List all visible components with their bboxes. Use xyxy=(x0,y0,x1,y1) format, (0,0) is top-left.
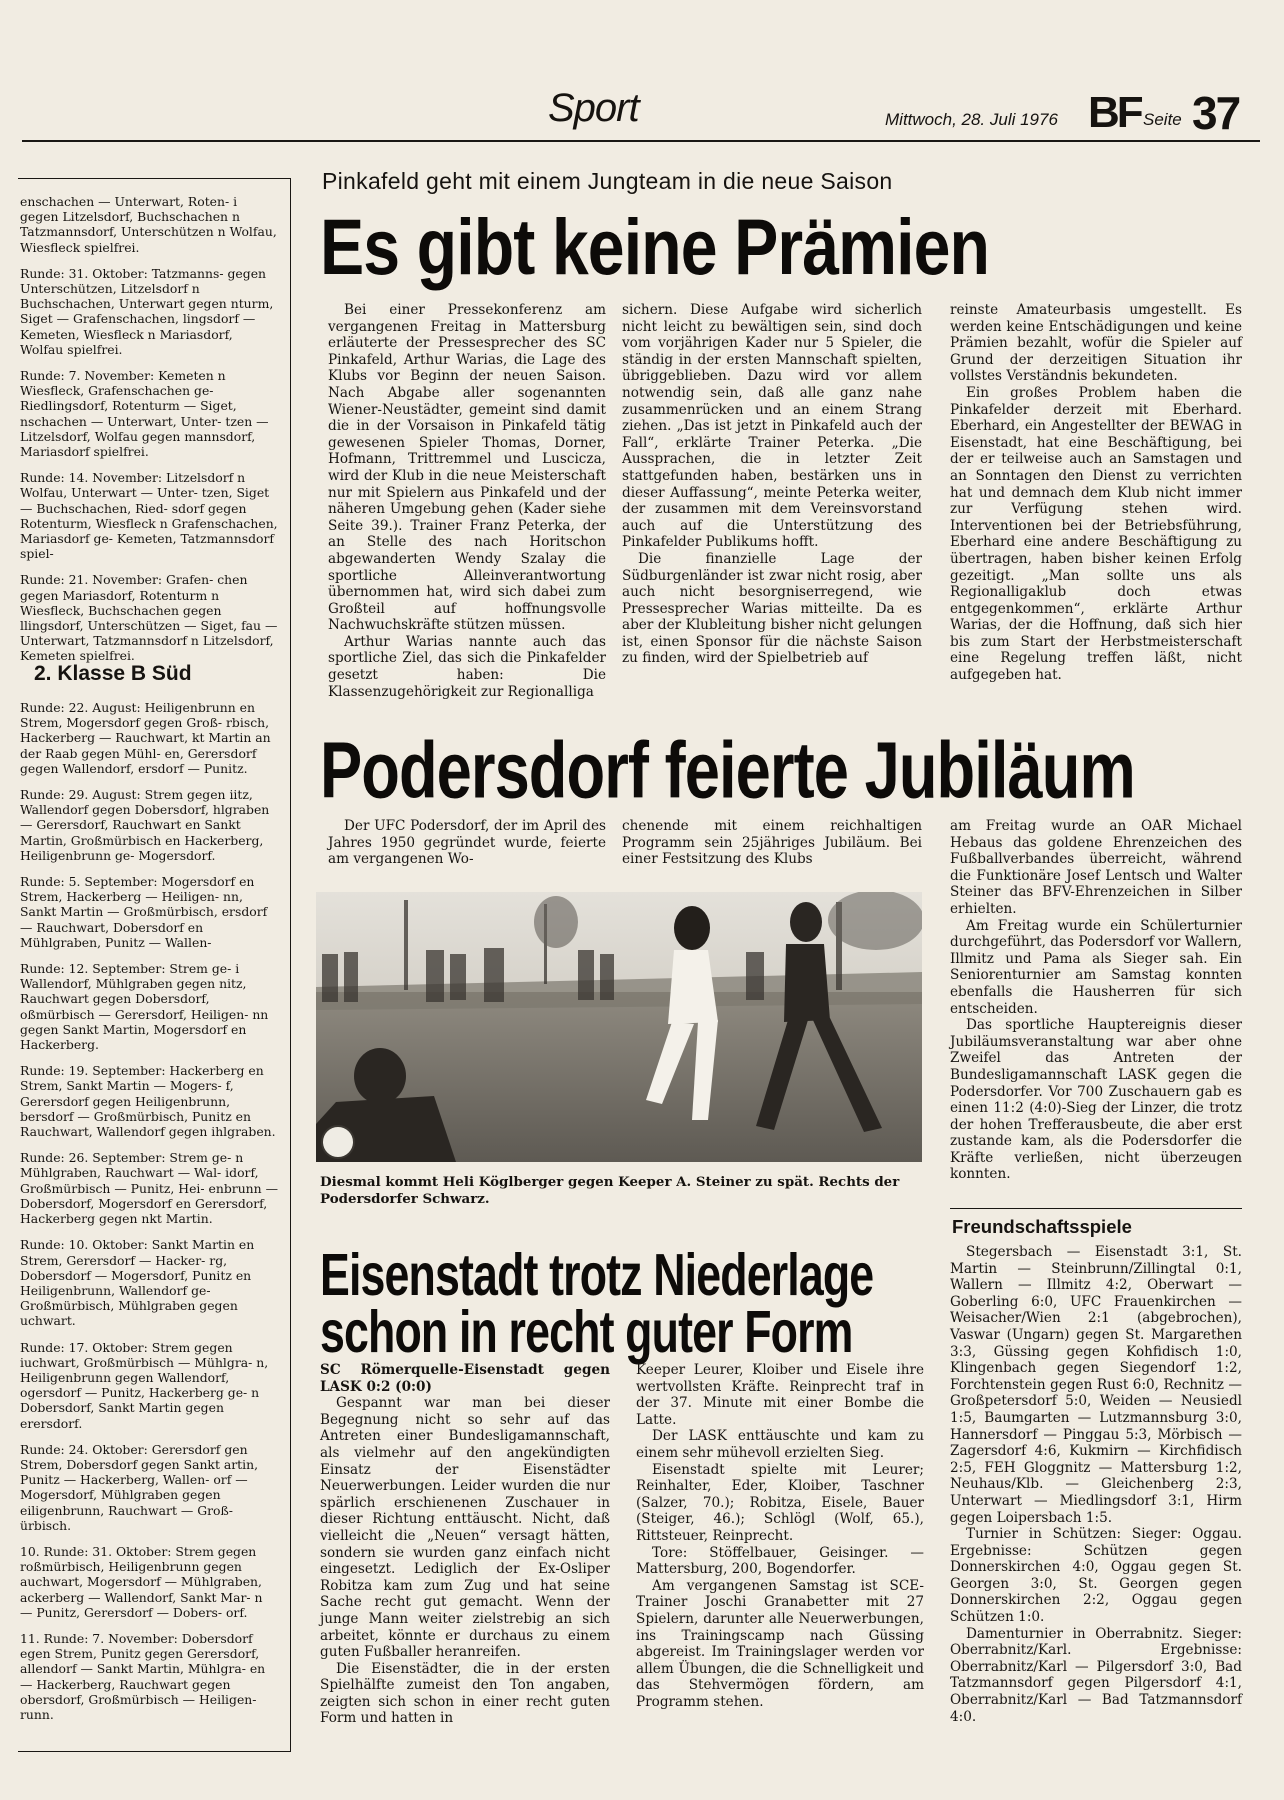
photo-caption: Diesmal kommt Heli Köglberger gegen Keeper A. Steiner zu spät. Rechts der Podersdorfer Schwarz. xyxy=(320,1174,900,1207)
article2-paragraph: chenende mit einem reichhaltigen Programm sein 25jähriges Jubiläum. Bei einer Festsitzung des Klubs xyxy=(622,818,922,868)
match-photo-image xyxy=(316,892,922,1162)
masthead-page-number: 37 xyxy=(1192,87,1240,139)
fixture-paragraph: Runde: 17. Oktober: Strem gegen iuchwart, Großmürbisch — Mühlgra- n, Heiligenbrunn gegen Wallendorf, ogersdorf — Punitz, Hackerberg ge- n Dobersdorf, Sankt Martin gegen erersdorf. xyxy=(20,1339,269,1431)
friendly-paragraph: Stegersbach — Eisenstadt 3:1, St. Martin — Steinbrunn/Zillingtal 0:1, Wallern — Illmitz 4:2, Oberwart — Goberling 6:0, UFC Frauenkirchen — Weisacher/Wien 2:1 (abgebrochen), Vaswar (Ungarn) gegen St. Margarethen 3:3, Güssing gegen Kohfidisch 1:0, Klingenbach gegen Siegendorf 1:2, Forchtenstein gegen Rust 6:0, Rechnitz — Großpetersdorf 5:0, Weiden — Neusiedl 1:5, Baumgarten — Lutzmannsburg 3:0, Hannersdorf — Pinggau 5:3, Mörbisch — Zagersdorf 4:6, Kukmirn — Kirchfidisch 2:5, FEH Gloggnitz — Mattersburg 1:2, Neuhaus/Klb. — Gleichenberg 2:3, Unterwart — Miedlingsdorf 3:1, Hirm gegen Loipersbach 1:5. xyxy=(950,1244,1242,1526)
masthead-rule xyxy=(22,140,1260,142)
fixture-paragraph: Runde: 12. September: Strem ge- i Wallendorf, Mühlgraben gegen nitz, Rauchwart gegen Dobersdorf, oßmürbisch — Gerersdorf, Heiligen- nn gegen Sankt Martin, Mogersdorf en Hackerberg. xyxy=(20,961,269,1053)
fixture-paragraph: Runde: 21. November: Grafen- chen gegen Mariasdorf, Rotenturm n Wiesfleck, Buchschachen gegen llingsdorf, Unterschützen — Siget, fau — Unterwart, Tatzmannsdorf n Litzelsdorf, Kemeten spielfrei. xyxy=(20,572,278,664)
fixture-paragraph: Runde: 29. August: Strem gegen iitz, Wallendorf gegen Dobersdorf, hlgraben — Gerersdorf, Rauchwart en Sankt Martin, Großmürbisch en Hackerberg, Heiligenbrunn ge- Mogersdorf. xyxy=(20,787,270,863)
article2-col1 xyxy=(328,818,606,868)
article1-paragraph: Die finanzielle Lage der Südburgenländer ist zwar nicht rosig, aber auch nicht besorgniserregend, wie Pressesprecher Warias mitteilte. Da es aber der Klubleitung bisher nicht gelungen ist, einen Sponsor für die nächste Saison zu finden, wird der Spielbetrieb auf xyxy=(622,550,922,667)
article3-paragraph: Eisenstadt spielte mit Leurer; Reinhalter, Eder, Kloiber, Taschner (Salzer, 70.); Robitza, Eisele, Bauer (Steiger, 46.); Schlögl (Wolf, 65.), Rittsteuer, Reinprecht. xyxy=(636,1461,924,1544)
article3-paragraph: Der LASK enttäuschte und kam zu einem sehr mühevoll erzielten Sieg. xyxy=(636,1428,924,1461)
article3-headline-line1: Eisenstadt trotz Niederlage xyxy=(320,1242,874,1309)
article3-score-line: SC Römerquelle-Eisenstadt gegen LASK 0:2 (0:0) xyxy=(320,1362,610,1395)
article1-paragraph: Arthur Warias nannte auch das sportliche Ziel, das sich die Pinkafelder gesetzt haben: Die Klassenzugehörigkeit zur Regionalliga xyxy=(328,633,606,700)
fixture-paragraph: Runde: 26. September: Strem ge- n Mühlgraben, Rauchwart — Wal- idorf, Großmürbisch — Punitz, Hei- enbrunn — Dobersdorf, Mogersdorf en Gerersdorf, Hackerberg gegen nkt Martin. xyxy=(20,1150,278,1227)
article2-paragraph: am Freitag wurde an OAR Michael Hebaus das goldene Ehrenzeichen des Fußballverbandes überreicht, während die Funktionäre Josef Lentsch und Walter Steiner das BFV-Ehrenzeichen in Silber erhielten. xyxy=(950,818,1242,917)
fixture-paragraph: 11. Runde: 7. November: Dobersdorf egen Strem, Punitz gegen Gerersdorf, allendorf — Sankt Martin, Mühlgra- en — Hackerberg, Rauchwart gegen obersdorf, Großmürbisch — Heiligen- runn. xyxy=(20,1630,266,1722)
fixture-paragraph: Runde: 10. Oktober: Sankt Martin en Strem, Gerersdorf — Hacker- rg, Dobersdorf — Mogersdorf, Punitz en Heiligenbrunn, Wallendorf ge- Großmürbisch, Mühlgraben gegen uchwart. xyxy=(20,1237,255,1329)
article2-paragraph: Am Freitag wurde ein Schülerturnier durchgeführt, das Podersdorf vor Wallern, Illmitz und Pama als Sieger sah. Ein Seniorenturnier am Samstag konnten ebenfalls die Hausherren für sich entscheiden. xyxy=(950,917,1242,1017)
article1-headline: Es gibt keine Prämien xyxy=(320,203,990,292)
friendly-paragraph: Turnier in Schützen: Sieger: Oggau. Ergebnisse: Schützen gegen Donnerskirchen 4:0, Oggau gegen St. Georgen 3:0, St. Georgen gegen Donnerskirchen 2:2, Oggau gegen Schützen 1:0. xyxy=(950,1526,1242,1626)
article1-col2 xyxy=(622,302,922,667)
article1-col1 xyxy=(328,302,606,700)
league-title: 2. Klasse B Süd xyxy=(34,662,192,685)
article3-paragraph: Keeper Leurer, Kloiber und Eisele ihre wertvollsten Kräfte. Reinprecht traf in der 37. Minute mit einer Bombe die Latte. xyxy=(636,1362,924,1428)
article3-paragraph: Gespannt war man bei dieser Begegnung nicht so sehr auf das Antreten einer Bundesligamannschaft, als vielmehr auf den angekündigten Einsatz der Eisenstädter Neuerwerbungen. Leider wurden die nur spärlich erschienenen Zuschauer in dieser Richtung enttäuscht. Nicht, daß vielleicht die „Neuen“ versagt hätten, sondern sie wurden ganz einfach nicht eingesetzt. Lediglich der Ex-Osliper Robitza kam zum Zug und hat seine Sache recht gut gemacht. Wenn der junge Mann weiter zielstrebig an sich arbeitet, könnte er durchaus zu einem guten Fußballer heranreifen. xyxy=(320,1395,610,1661)
article1-paragraph: Ein großes Problem haben die Pinkafelder derzeit mit Eberhard. Eberhard, ein Angestellter der BEWAG in Eisenstadt, hat eine Beschäftigung, bei der er teilweise auch an Samstagen und an Sonntagen den Dienst zu verrichten hat und demnach dem Klub nicht immer zur Verfügung stehen wird. Interventionen bei der Betriebsführung, Eberhard eine andere Beschäftigung zu übertragen, haben bisher keinen Erfolg gezeitigt. „Man sollte uns als Regionalligaklub doch etwas entgegenkommen“, erklärte Arthur Warias, der die Hoffnung, daß sich hier bis zum Start der Herbstmeisterschaft eine Regelung treffen läßt, nicht aufgegeben hat. xyxy=(950,384,1242,684)
fixture-paragraph: enschachen — Unterwart, Roten- i gegen Litzelsdorf, Buchschachen n Tatzmannsdorf, Unterschützen n Wolfau, Wiesfleck spielfrei. xyxy=(20,194,277,255)
masthead-date: Mittwoch, 28. Juli 1976 xyxy=(885,110,1058,129)
article2-headline: Podersdorf feierte Jubiläum xyxy=(320,725,1135,815)
fixture-paragraph: Runde: 14. November: Litzelsdorf n Wolfau, Unterwart — Unter- tzen, Siget — Buchschachen, Ried- sdorf gegen Rotenturm, Wiesfleck n Grafenschachen, Mariasdorf ge- Kemeten, Tatzmannsdorf spiel- xyxy=(20,470,278,562)
masthead-page-label: Seite xyxy=(1143,110,1182,129)
friendly-results xyxy=(950,1244,1242,1725)
article3-paragraph: Tore: Stöffelbauer, Geisinger. — Mattersburg, 200, Bogendorfer. xyxy=(636,1544,924,1578)
fixture-paragraph: Runde: 7. November: Kemeten n Wiesfleck, Grafenschachen ge- Riedlingsdorf, Rotenturm — Siget, nschachen — Unterwart, Unter- tzen — Litzelsdorf, Wolfau gegen mannsdorf, Mariasdorf spielfrei. xyxy=(20,368,269,460)
article3-col2 xyxy=(636,1362,924,1710)
article1-paragraph: Bei einer Pressekonferenz am vergangenen Freitag in Mattersburg erläuterte der Pressesprecher des SC Pinkafeld, Arthur Warias, die Lage des Klubs vor Beginn der neuen Saison. Nach Abgabe aller sogenannten Wiener-Neustädter, gemeint sind damit die in der Vorsaison in Pinkafeld tätig gewesenen Spieler Thomas, Dorner, Hofmann, Trittremmel und Luscicza, wird der Klub in die neue Meisterschaft nur mit Spielern aus Pinkafeld und der näheren Umgebung gehen (Kader siehe Seite 39.). Trainer Franz Peterka, der an Stelle des nach Horitschon abgewanderten Wendy Szalay die sportliche Alleinverantwortung übernommen hat, wird sich dabei zum Großteil auf hoffnungsvolle Nachwuchskräfte stützen müssen. xyxy=(328,302,606,634)
article2-paragraph: Das sportliche Hauptereignis dieser Jubiläumsveranstaltung war aber ohne Zweifel das Antreten der Bundesligamannschaft LASK gegen die Podersdorfer. Vor 700 Zuschauern gab es einen 11:2 (4:0)-Sieg der Linzer, die trotz der hohen Trefferausbeute, die aber erst zustande kam, als die Podersdorfer die Kräfte verließen, nicht überzeugen konnten. xyxy=(950,1017,1242,1183)
sidebar-fixtures-top xyxy=(20,194,278,675)
article1-paragraph: sichern. Diese Aufgabe wird sicherlich nicht leicht zu bewältigen sein, sind doch vom vorjährigen Kader nur 5 Spieler, die ständig in der ersten Mannschaft spielten, übriggeblieben. Dazu wird vor allem notwendig sein, daß alle ganz nahe zusammenrücken und an einem Strang ziehen. „Das ist jetzt in Pinkafeld auch der Fall“, erklärte Trainer Peterka. „Die Aussprachen, die in letzter Zeit stattgefunden haben, bestärken uns in dieser Auffassung“, meinte Peterka weiter, der zusammen mit dem Vereinsvorstand auch auf die Unterstützung des Pinkafelder Publikums hofft. xyxy=(622,302,922,551)
article3-headline-line2: schon in recht guter Form xyxy=(320,1299,853,1366)
match-photo xyxy=(316,892,922,1162)
fixture-paragraph: Runde: 24. Oktober: Gerersdorf gen Strem, Dobersdorf gegen Sankt artin, Punitz — Hackerberg, Wallen- orf — Mogersdorf, Mühlgraben gegen eiligenbrunn, Rauchwart — Groß- ürbisch. xyxy=(20,1441,259,1533)
article3-paragraph: Am vergangenen Samstag ist SCE-Trainer Joschi Granabetter mit 27 Spielern, darunter alle Neuerwerbungen, ins Trainingscamp nach Güssing abgereist. Im Trainingslager werden vor allem Übungen, die die Schnelligkeit und das Stehvermögen fördern, am Programm stehen. xyxy=(636,1577,924,1710)
sidebar-fixtures-bottom xyxy=(20,700,278,1733)
fixture-paragraph: Runde: 22. August: Heiligenbrunn en Strem, Mogersdorf gegen Groß- rbisch, Hackerberg — Rauchwart, kt Martin an der Raab gegen Mühl- en, Gerersdorf gegen Wallendorf, ersdorf — Punitz. xyxy=(20,700,271,776)
article1-col3 xyxy=(950,302,1242,684)
friendly-title: Freundschaftsspiele xyxy=(952,1216,1132,1237)
article3-col1 xyxy=(320,1362,610,1727)
fixture-paragraph: Runde: 5. September: Mogersdorf en Strem, Hackerberg — Heiligen- nn, Sankt Martin — Großmürbisch, ersdorf — Rauchwart, Dobersdorf en Mühlgraben, Punitz — Wallen- xyxy=(20,874,268,950)
article2-col3 xyxy=(950,818,1242,1183)
friendly-paragraph: Damenturnier in Oberrabnitz. Sieger: Oberrabnitz/Karl. Ergebnisse: Oberrabnitz/Karl — Pilgersdorf 3:0, Bad Tatzmannsdorf gegen Pilgersdorf 4:1, Oberrabnitz/Karl — Bad Tatzmannsdorf 4:0. xyxy=(950,1625,1242,1725)
fixture-paragraph: Runde: 31. Oktober: Tatzmanns- gegen Unterschützen, Litzelsdorf n Buchschachen, Unterwart gegen nturm, Siget — Grafenschachen, lingsdorf — Kemeten, Wiesfleck n Mariasdorf, Wolfau spielfrei. xyxy=(20,265,274,357)
article1-kicker: Pinkafeld geht mit einem Jungteam in die neue Saison xyxy=(322,168,893,194)
article2-col2 xyxy=(622,818,922,868)
masthead-section: Sport xyxy=(548,86,639,130)
article1-paragraph: reinste Amateurbasis umgestellt. Es werden keine Entschädigungen und keine Prämien bezahlt, wofür die Spieler auf Grund der derzeitigen Situation ihr vollstes Verständnis bekundeten. xyxy=(950,302,1242,385)
friendly-rule xyxy=(950,1208,1242,1209)
fixture-paragraph: 10. Runde: 31. Oktober: Strem gegen roßmürbisch, Heiligenbrunn gegen auchwart, Mogersdorf — Mühlgraben, ackerberg — Wallendorf, Sankt Mar- n — Punitz, Gerersdorf — Dobers- orf. xyxy=(20,1543,263,1620)
article3-paragraph: Die Eisenstädter, die in der ersten Spielhälfte zumeist den Ton angaben, zeigten sich schon in einer recht guten Form und hatten in xyxy=(320,1660,610,1727)
fixture-paragraph: Runde: 19. September: Hackerberg en Strem, Sankt Martin — Mogers- f, Gerersdorf gegen Heiligenbrunn, bersdorf — Großmürbisch, Punitz en Rauchwart, Wallendorf gegen ihlgraben. xyxy=(20,1063,276,1140)
article2-paragraph: Der UFC Podersdorf, der im April des Jahres 1950 gegründet wurde, feierte am vergangenen Wo- xyxy=(328,818,606,868)
masthead-logo: BF xyxy=(1088,88,1141,137)
